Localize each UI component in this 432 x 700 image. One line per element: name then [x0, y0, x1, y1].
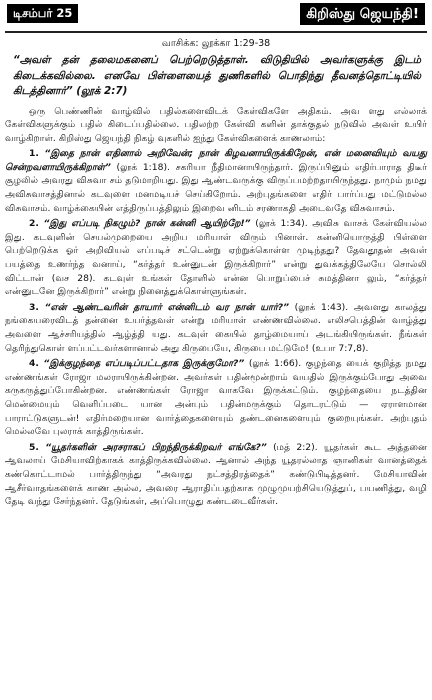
page-header	[5, 0, 427, 33]
key-verse: “அவள் தன் தலைமகனைப் பெற்றெடுத்தாள். விடுதியில் அவர்களுக்கு இடம் கிடைக்கவில்லை. எனவே பிள்ளையைத் துணிகளில் பொதிந்து தீவனத்தொட்டியில் கிடத்தினார்” (லூக் 2:7)	[13, 54, 421, 97]
reading-reference: வாசிக்க: லூக்கா 1:29-38	[161, 38, 271, 49]
question-text: “இதை நான் எதினால் அறிவேன்; நான் கிழவனாயிருக்கிறேன், என் மனைவியும் வயது சென்றவளாயிருக்கிறாள்”	[5, 148, 427, 173]
question-body: (லூக் 1:18). சகரியா நீதிமானாயிருந்தார். இருப்பினும் எதிர்பாராத திடீர் சூழலில் அவரது விசுவா சம் தடுமாறியது. இது ஆண்டவருக்கு விருப்பமற்றதாயிருந்தது. நாமும் நமது அவிசுவாசத்தினால் கடவுளை மனமடியச் செய்கிறோம். அற்புதங்களை எதிர் பார்ப்பது மட்டுமல்ல விசுவாசம். வாழ்க்கையின் எத்திருப்பத்திலும் இறைவ னிடம் சரணாகதி அடைவதே விசுவாசம்.	[5, 161, 427, 214]
question-body: (மத் 2:2). யூதர்கள் கூட அத்தனை ஆவலாய் மேசியாவிற்காகக் காத்திருக்கவில்லை. ஆனால் அந்த யூதரல்லாத ஞானிகள் வானத்தைக் கண்கொட்டாமல் பார்த்திருந்து “அவரது நட்சத்திரத்தைக்” கண்டுபிடித்தனர். மேசியாவின் ஆசீர்வாதங்களைக் காண அல்ல, அவரை ஆராதிப்பதற்காக முழுமுயற்சியெடுத்துப், பயணித்து, வழி தேடி வந்து சேர்ந்தனர். தேடுங்கள், அப்பொழுது கண்டடைவீர்கள்.	[5, 441, 427, 508]
question-paragraph-1	[5, 147, 427, 215]
question-number: 5.	[29, 441, 39, 453]
question-paragraph-3	[5, 301, 427, 355]
question-body: (லூக் 1:66). குழந்தை யைக் குறித்த நமது எண்ணங்கள் ரோஜா மலராயிருக்கின்றன. அவர்கள் பதின்மூன்றாம் வயதில் இருக்கும்போது அவை கருகருத்துப்போகின்றன. எண்ணங்கள் ரோஜா வாகவே இருக்கட்டும். குழந்தையை நடத்தின மென்மையும் வெளிப்படை யான அன்பும் பதின்மருக்கும் தொடரட்டும் — ஏராளமான பாராட்டுகளுடன்! எதிர்மறையான வார்த்தைகளையும் தண்டனைகளையும் குறையுங்கள். அற்புதம் மெல்லவே புலராக் காத்திருங்கள்.	[5, 358, 427, 438]
question-number: 3.	[29, 301, 39, 313]
question-body: (லூக் 1:43). அவளது காலத்து நங்கையரைவிடத் தன்னை உயர்த்தவள் என்று மரியாள் எண்ணவில்லை. எலிசபெத்தின் வாழ்த்து அவளை ஆச்சரியத்தில் ஆழ்த்தி யது. கடவுள் கையில் தாழ்மையாய் அடங்கியிருங்கள். நீங்கள் தெரிந்துகொள் ளப்பட்டவர்களானால் அது கிருபையே, கிருபை மட்டுமே! (உபா 7:7,8).	[5, 301, 428, 354]
date-label: டிசம்பர் 25	[7, 4, 78, 23]
question-number: 4.	[29, 358, 39, 370]
question-paragraph-5	[5, 441, 427, 509]
question-text: “யூதர்களின் அரசராகப் பிறந்திருக்கிறவர் எங்கே?”	[45, 441, 267, 453]
question-paragraph-4	[5, 357, 427, 439]
page-title: கிறிஸ்து ஜெயந்தி!	[300, 3, 425, 25]
question-paragraph-2	[5, 217, 427, 299]
question-body: (லூக் 1:34). அவிசு வாசக் கேள்வியல்ல இது. கடவுளின் செயல்முறையை அறிய மரியாள் விரும் பினாள். கன்னியொருத்தி பிள்ளை பெற்றெடுக்க ஓர் அறிவியல் எப்படிச் சட்டென்று ஏற்றுக்கொள்ள முடிந்தது? தேவதூதன் அவள் பயத்தை உணர்ந்த வனாய், “கர்த்தர் உன்னுடன் இருக்கிறார்” என்று துவக்கத்திலேயே சொல்லி விட்டான் (வச 28). கடவுள் உங்கள் தோளில் என்ன பொறுப்பைச் சுமத்தினா லும், “கர்த்தர் என்னுடனே இருக்கிறார்” என்று நினைத்துக்கொள்ளுங்கள்.	[5, 218, 428, 298]
question-number: 2.	[29, 218, 39, 230]
intro-paragraph: ஒரு பெண்ணின் வாழ்வில் பதில்களைவிடக் கேள்விகளே அதிகம். அவ ளது எல்லாக் கேள்விகளுக்கும் பதில் கிடைப்பதில்லை. பதிலற்ற கேள்வி களின் தாக்குதல் நடுவில் அவள் உயிர் வாழ்கிறாள். கிறிஸ்து ஜெயந்தி நிகழ் வுகளில் ஐந்து கேள்விகளைக் காணலாம்:	[5, 105, 427, 144]
question-text: “இக்குழந்தை எப்படிப்பட்டதாக இருக்குமோ?”	[43, 358, 245, 370]
question-number: 1.	[29, 148, 39, 160]
question-text: “என் ஆண்டவரின் தாயார் என்னிடம் வர நான் யார்?”	[44, 301, 290, 313]
question-text: “இது எப்படி நிகழும்? நான் கன்னி ஆயிற்றே!”	[43, 218, 251, 230]
